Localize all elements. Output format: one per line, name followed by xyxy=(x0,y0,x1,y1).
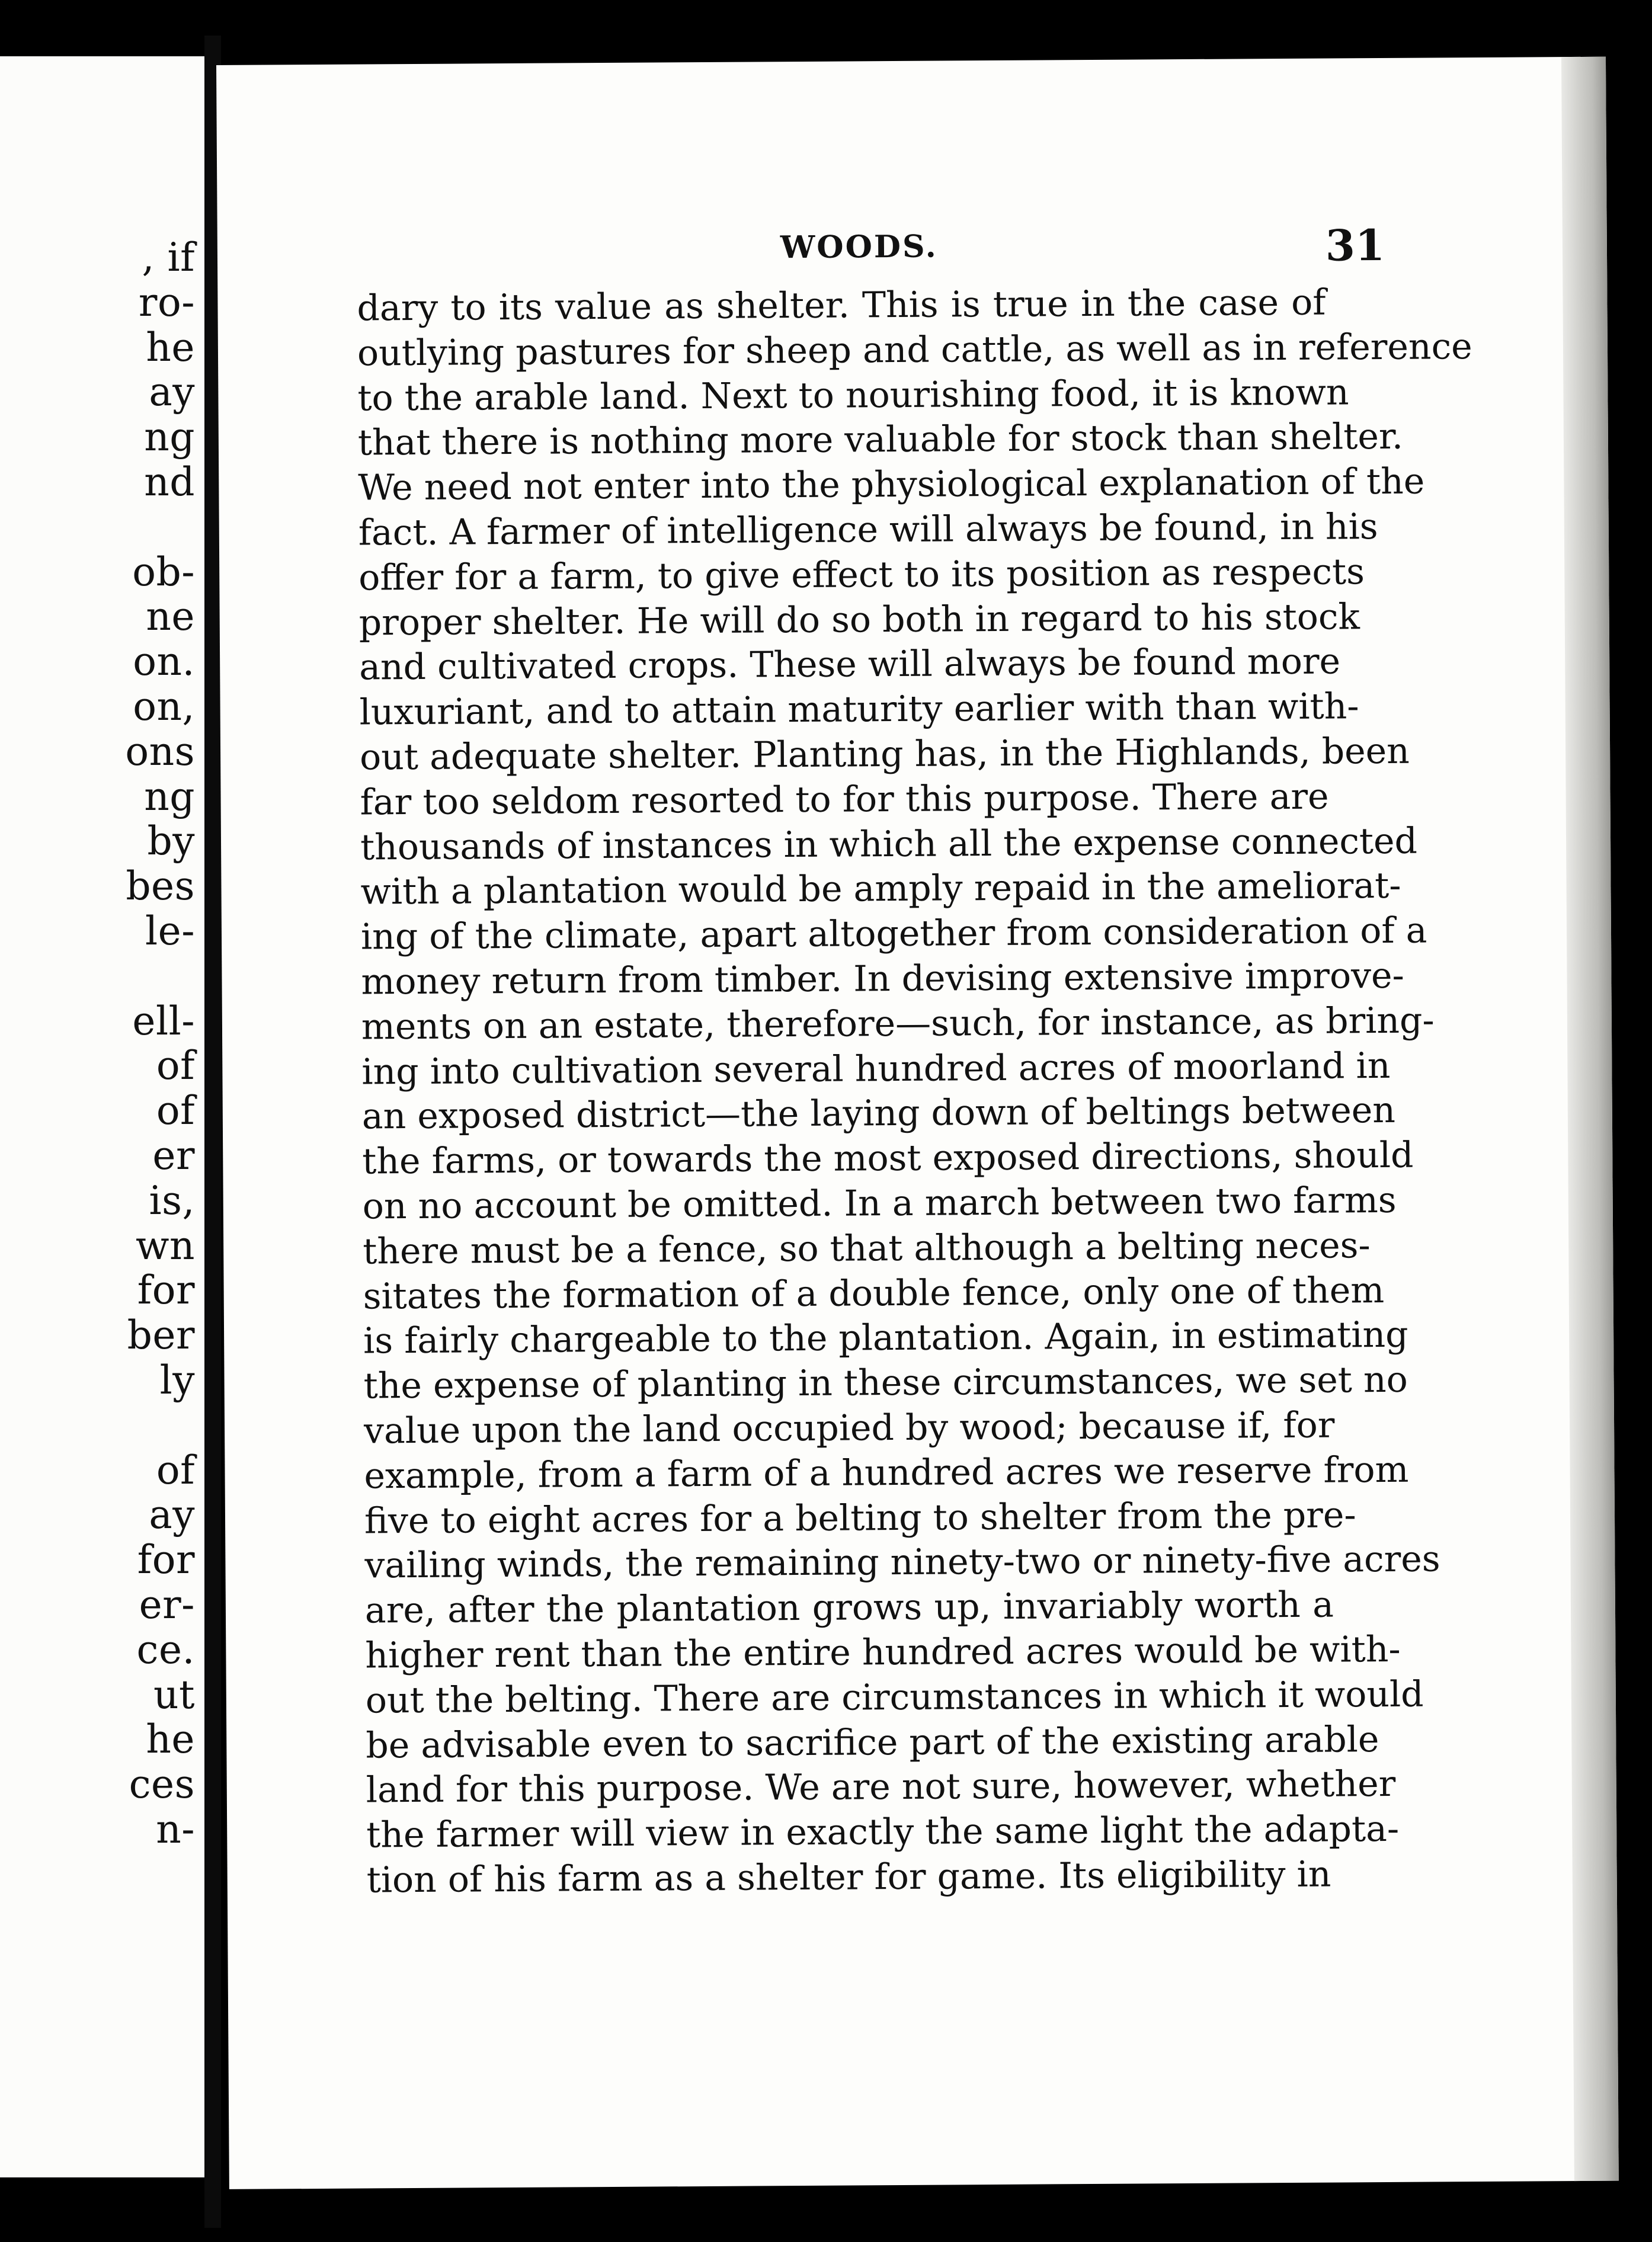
text-line: tion of his farm as a shelter for game. Its eligibility in xyxy=(366,1853,1331,1901)
text-line: and cultivated crops. These will always be found more xyxy=(359,640,1341,688)
left-page-line: ne xyxy=(146,594,195,640)
left-page-line: ly xyxy=(159,1357,195,1403)
text-line: vailing winds, the remaining ninety-two or ninety-five acres xyxy=(364,1538,1440,1587)
text-line: money return from timber. In devising extensive improve- xyxy=(361,955,1405,1003)
text-line: value upon the land occupied by wood; because if, for xyxy=(363,1404,1335,1452)
text-line: the farms, or towards the most exposed directions, should xyxy=(362,1134,1414,1183)
left-page-line: for xyxy=(137,1267,195,1314)
running-head: WOODS. xyxy=(780,228,938,266)
text-line: We need not enter into the physiological explanation of the xyxy=(358,460,1425,509)
left-page-line: n- xyxy=(156,1807,195,1852)
left-page-line: , if xyxy=(142,235,195,280)
left-page-line: bes xyxy=(126,863,195,909)
left-page-fragment xyxy=(0,56,204,2177)
left-page-line: on. xyxy=(133,639,195,685)
left-page-line: le- xyxy=(145,908,195,954)
text-line: the expense of planting in these circumstances, we set no xyxy=(363,1359,1408,1407)
text-line: an exposed district—the laying down of beltings between xyxy=(361,1090,1396,1138)
text-line: thousands of instances in which all the expense connected xyxy=(360,820,1418,869)
left-page-line: is, xyxy=(149,1177,195,1224)
text-line: out the belting. There are circumstances in which it would xyxy=(365,1673,1424,1722)
left-page-line: ng xyxy=(144,773,195,819)
text-line: that there is nothing more valuable for stock than shelter. xyxy=(357,416,1404,464)
text-line: example, from a farm of a hundred acres we reserve from xyxy=(364,1449,1409,1497)
page-number: 31 xyxy=(1325,219,1385,271)
text-line: dary to its value as shelter. This is true in the case of xyxy=(357,281,1326,329)
left-page-line: ay xyxy=(149,369,195,415)
text-line: outlying pastures for sheep and cattle, as well as in reference xyxy=(357,325,1472,374)
text-line: luxuriant, and to attain maturity earlier with than with- xyxy=(359,686,1359,734)
text-line: fact. A farmer of intelligence will always be found, in his xyxy=(358,506,1378,554)
text-line: sitates the formation of a double fence, only one of them xyxy=(363,1269,1385,1318)
text-line: proper shelter. He will do so both in regard to his stock xyxy=(358,595,1360,644)
left-page-line: of xyxy=(156,1447,195,1493)
text-line: ing into cultivation several hundred acres of moorland in xyxy=(361,1045,1391,1093)
left-page-line: he xyxy=(146,1716,195,1763)
left-page-line: he xyxy=(146,324,195,370)
text-line: far too seldom resorted to for this purpose. There are xyxy=(360,776,1329,824)
text-line: out adequate shelter. Planting has, in the Highlands, been xyxy=(359,730,1410,779)
left-page-line: of xyxy=(156,1088,195,1134)
left-page-line: ce. xyxy=(136,1626,195,1673)
left-page-line: for xyxy=(137,1537,195,1583)
left-page-line: er xyxy=(152,1133,195,1178)
left-page-line: nd xyxy=(144,459,195,505)
text-line: ing of the climate, apart altogether from consideration of a xyxy=(360,909,1427,958)
left-page-line: by xyxy=(147,818,195,864)
text-line: with a plantation would be amply repaid in the ameliorat- xyxy=(360,865,1401,913)
text-line: are, after the plantation grows up, invariably worth a xyxy=(364,1584,1334,1632)
text-line: five to eight acres for a belting to shelter from the pre- xyxy=(364,1494,1356,1542)
left-page-line: on, xyxy=(133,684,195,729)
text-line: land for this purpose. We are not sure, however, whether xyxy=(366,1763,1396,1811)
page-header xyxy=(217,220,1607,276)
left-page-line: ell- xyxy=(132,998,195,1044)
left-page-line: of xyxy=(156,1043,195,1089)
text-line: offer for a farm, to give effect to its position as respects xyxy=(358,550,1365,599)
left-page-line: wn xyxy=(136,1222,195,1269)
left-page-line: ons xyxy=(125,728,195,774)
left-page-line: ro- xyxy=(138,279,195,325)
text-line: there must be a fence, so that although a belting neces- xyxy=(363,1224,1371,1273)
text-line: to the arable land. Next to nourishing food, it is known xyxy=(357,371,1349,419)
left-page-line: ut xyxy=(153,1671,195,1718)
text-line: ments on an estate, therefore—such, for instance, as bring- xyxy=(361,1000,1435,1048)
text-line: higher rent than the entire hundred acres would be with- xyxy=(365,1628,1401,1677)
main-page xyxy=(216,57,1619,2189)
text-line: is fairly chargeable to the plantation. Again, in estimating xyxy=(363,1314,1408,1362)
left-page-line: ng xyxy=(144,414,195,460)
left-page-line: ay xyxy=(149,1492,195,1538)
text-line: on no account be omitted. In a march between two farms xyxy=(362,1179,1397,1228)
text-line: the farmer will view in exactly the same light the adapta- xyxy=(366,1808,1400,1856)
left-page-line: ber xyxy=(127,1312,195,1359)
page-edge-shadow xyxy=(1561,57,1619,2181)
body-text xyxy=(357,281,1472,1904)
text-line: be advisable even to sacrifice part of the existing arable xyxy=(366,1718,1379,1767)
left-page-line: ob- xyxy=(132,549,195,595)
left-page-line: ces xyxy=(129,1761,195,1808)
left-page-line: er- xyxy=(139,1582,195,1628)
